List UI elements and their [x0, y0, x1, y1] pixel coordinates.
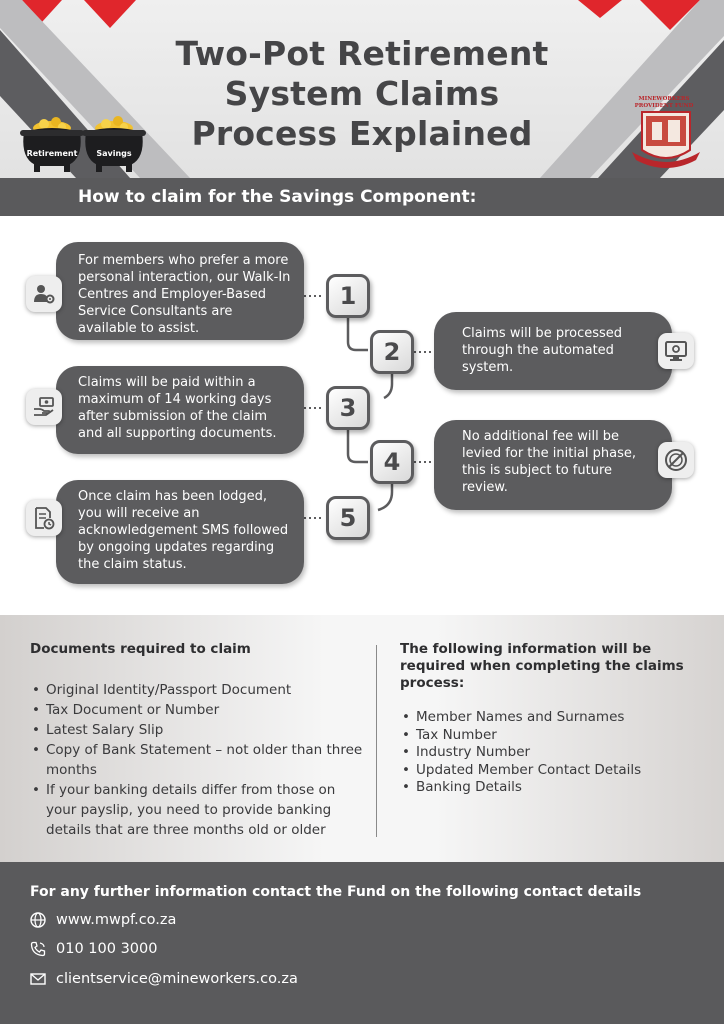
documents-item: • Original Identity/Passport Document — [30, 680, 366, 700]
information-item: • Tax Number — [400, 727, 700, 745]
phone-number[interactable]: 010 100 3000 — [56, 941, 158, 957]
step-2-icon-box — [658, 333, 694, 369]
step-2-text: Claims will be processed through the automated system. — [462, 326, 623, 375]
title-line-1: Two-Pot Retirement — [175, 34, 549, 73]
title-line-3: Process Explained — [191, 114, 533, 153]
documents-list — [30, 680, 366, 840]
step-1-icon-box — [26, 276, 62, 312]
step-1-card — [56, 242, 304, 340]
website-contact[interactable] — [30, 912, 176, 928]
title-line-2: System Claims — [224, 74, 500, 113]
section-heading: How to claim for the Savings Component: — [78, 187, 477, 207]
information-heading: The following information will be required when completing the claims process: — [400, 641, 684, 691]
pot-label-savings: Savings — [96, 149, 132, 158]
information-item: • Banking Details — [400, 779, 700, 797]
email-contact[interactable] — [30, 971, 298, 987]
footer-heading: For any further information contact the Fund on the following contact details — [30, 884, 642, 900]
logo-wordmark: MINEWORKERS PROVIDENT FUND — [634, 96, 694, 109]
step-4-card — [434, 420, 672, 510]
step-5-icon-box — [26, 500, 62, 536]
envelope-icon — [30, 971, 46, 987]
information-item: • Member Names and Surnames — [400, 709, 700, 727]
step-5-number: 5 — [326, 496, 370, 540]
documents-item: • Latest Salary Slip — [30, 720, 366, 740]
step-4-text: No additional fee will be levied for the initial phase, this is subject to future review. — [462, 429, 637, 495]
hand-money-icon — [32, 395, 56, 419]
step-1-text: For members who prefer a more personal interaction, our Walk-In Centres and Employer-Based Service Consultants are available to assist. — [78, 253, 291, 336]
page-title — [140, 34, 584, 154]
documents-item: • Tax Document or Number — [30, 700, 366, 720]
monitor-gear-icon — [664, 339, 688, 363]
step-3-icon-box — [26, 389, 62, 425]
globe-icon — [30, 912, 46, 928]
information-item: • Industry Number — [400, 744, 700, 762]
phone-contact[interactable] — [30, 941, 157, 957]
step-5-text: Once claim has been lodged, you will receive an acknowledgement SMS followed by ongoing updates regarding the claim status. — [78, 489, 289, 572]
step-1-number: 1 — [326, 274, 370, 318]
documents-item: • If your banking details differ from those on your payslip, you need to provide banking details that are three months old or older — [30, 780, 366, 840]
step-2-card — [434, 312, 672, 390]
step-3-card — [56, 366, 304, 454]
documents-heading: Documents required to claim — [30, 641, 251, 657]
user-gear-icon — [32, 282, 56, 306]
phone-icon — [30, 941, 46, 957]
information-list — [400, 709, 700, 797]
step-3-number: 3 — [326, 386, 370, 430]
step-3-text: Claims will be paid within a maximum of 14 working days after submission of the claim and all supporting documents. — [78, 375, 277, 441]
no-fee-icon — [664, 448, 688, 472]
website-link[interactable]: www.mwpf.co.za — [56, 912, 177, 928]
step-4-icon-box — [658, 442, 694, 478]
information-item: • Updated Member Contact Details — [400, 762, 700, 780]
step-5-card — [56, 480, 304, 584]
pot-label-retirement: Retirement — [26, 149, 78, 158]
document-clock-icon — [32, 506, 56, 530]
step-2-number: 2 — [370, 330, 414, 374]
email-address[interactable]: clientservice@mineworkers.co.za — [56, 971, 298, 987]
documents-item: • Copy of Bank Statement – not older than three months — [30, 740, 366, 780]
step-4-number: 4 — [370, 440, 414, 484]
requirements-divider — [376, 645, 377, 837]
